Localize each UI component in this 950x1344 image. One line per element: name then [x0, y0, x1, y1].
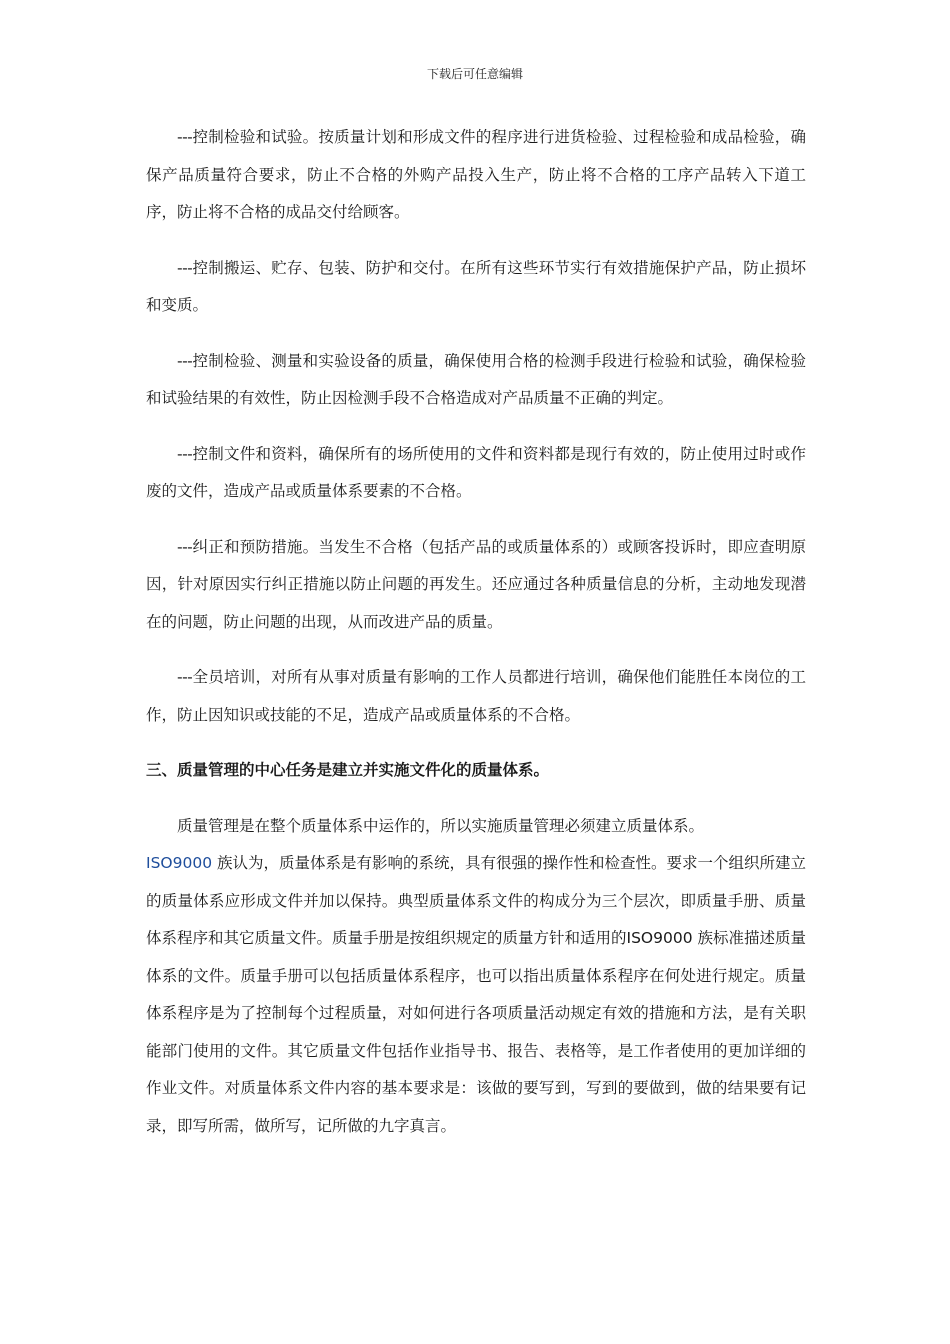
paragraph-documents: [146, 436, 806, 511]
iso9000-link[interactable]: ISO9000: [146, 854, 213, 872]
paragraph-equipment: [146, 343, 806, 418]
document-body: [146, 119, 806, 1145]
dash-marker: ---: [177, 444, 193, 463]
paragraph-text: 控制文件和资料，确保所有的场所使用的文件和资料都是现行有效的，防止使用过时或作废的文件，造成产品或质量体系要素的不合格。: [146, 444, 806, 500]
paragraph-text: 控制检验、测量和实验设备的质量，确保使用合格的检测手段进行检验和试验，确保检验和试验结果的有效性，防止因检测手段不合格造成对产品质量不正确的判定。: [146, 351, 806, 407]
dash-marker: ---: [177, 258, 193, 277]
section-heading: 三、质量管理的中心任务是建立并实施文件化的质量体系。: [146, 761, 550, 779]
dash-marker: ---: [177, 537, 193, 556]
paragraph-quality-system: [146, 808, 806, 1146]
paragraph-text: 族认为，质量体系是有影响的系统，具有很强的操作性和检查性。要求一个组织所建立的质量体系应形成文件并加以保持。典型质量体系文件的构成分为三个层次，即质量手册、质量体系程序和其它质量文件。质量手册是按组织规定的质量方针和适用的: [146, 854, 806, 947]
dash-marker: ---: [177, 128, 193, 146]
paragraph-first-line: 质量管理是在整个质量体系中运作的，所以实施质量管理必须建立质量体系。: [177, 816, 705, 835]
dash-marker: ---: [177, 351, 193, 370]
paragraph-handling: [146, 250, 806, 325]
paragraph-corrective: [146, 529, 806, 642]
paragraph-inspection: [146, 119, 806, 232]
dash-marker: ---: [177, 668, 193, 686]
paragraph-text: 族标准描述质量体系的文件。质量手册可以包括质量体系程序，也可以指出质量体系程序在何处进行规定。质量体系程序是为了控制每个过程质量，对如何进行各项质量活动规定有效的措施和方法，是有关职能部门使用的文件。其它质量文件包括作业指导书、报告、表格等，是工作者使用的更加详细的作业文件。对质量体系文件内容的基本要求是：该做的要写到，写到的要做到，做的结果要有记录，即写所需，做所写，记所做的九字真言。: [146, 929, 807, 1135]
paragraph-text: 控制搬运、贮存、包装、防护和交付。在所有这些环节实行有效措施保护产品，防止损坏和变质。: [146, 258, 806, 314]
iso9000-text: ISO9000: [626, 929, 693, 947]
page-header: 下载后可任意编辑: [426, 67, 523, 81]
paragraph-training: [146, 659, 806, 734]
paragraph-text: 控制检验和试验。按质量计划和形成文件的程序进行进货检验、过程检验和成品检验，确保产品质量符合要求，防止不合格的外购产品投入生产，防止将不合格的工序产品转入下道工序，防止将不合格的成品交付给顾客。: [146, 128, 806, 221]
paragraph-text: 纠正和预防措施。当发生不合格（包括产品的或质量体系的）或顾客投诉时，即应查明原因，针对原因实行纠正措施以防止问题的再发生。还应通过各种质量信息的分析，主动地发现潜在的问题，防止问题的出现，从而改进产品的质量。: [146, 537, 806, 631]
paragraph-text: 全员培训，对所有从事对质量有影响的工作人员都进行培训，确保他们能胜任本岗位的工作，防止因知识或技能的不足，造成产品或质量体系的不合格。: [146, 668, 806, 724]
